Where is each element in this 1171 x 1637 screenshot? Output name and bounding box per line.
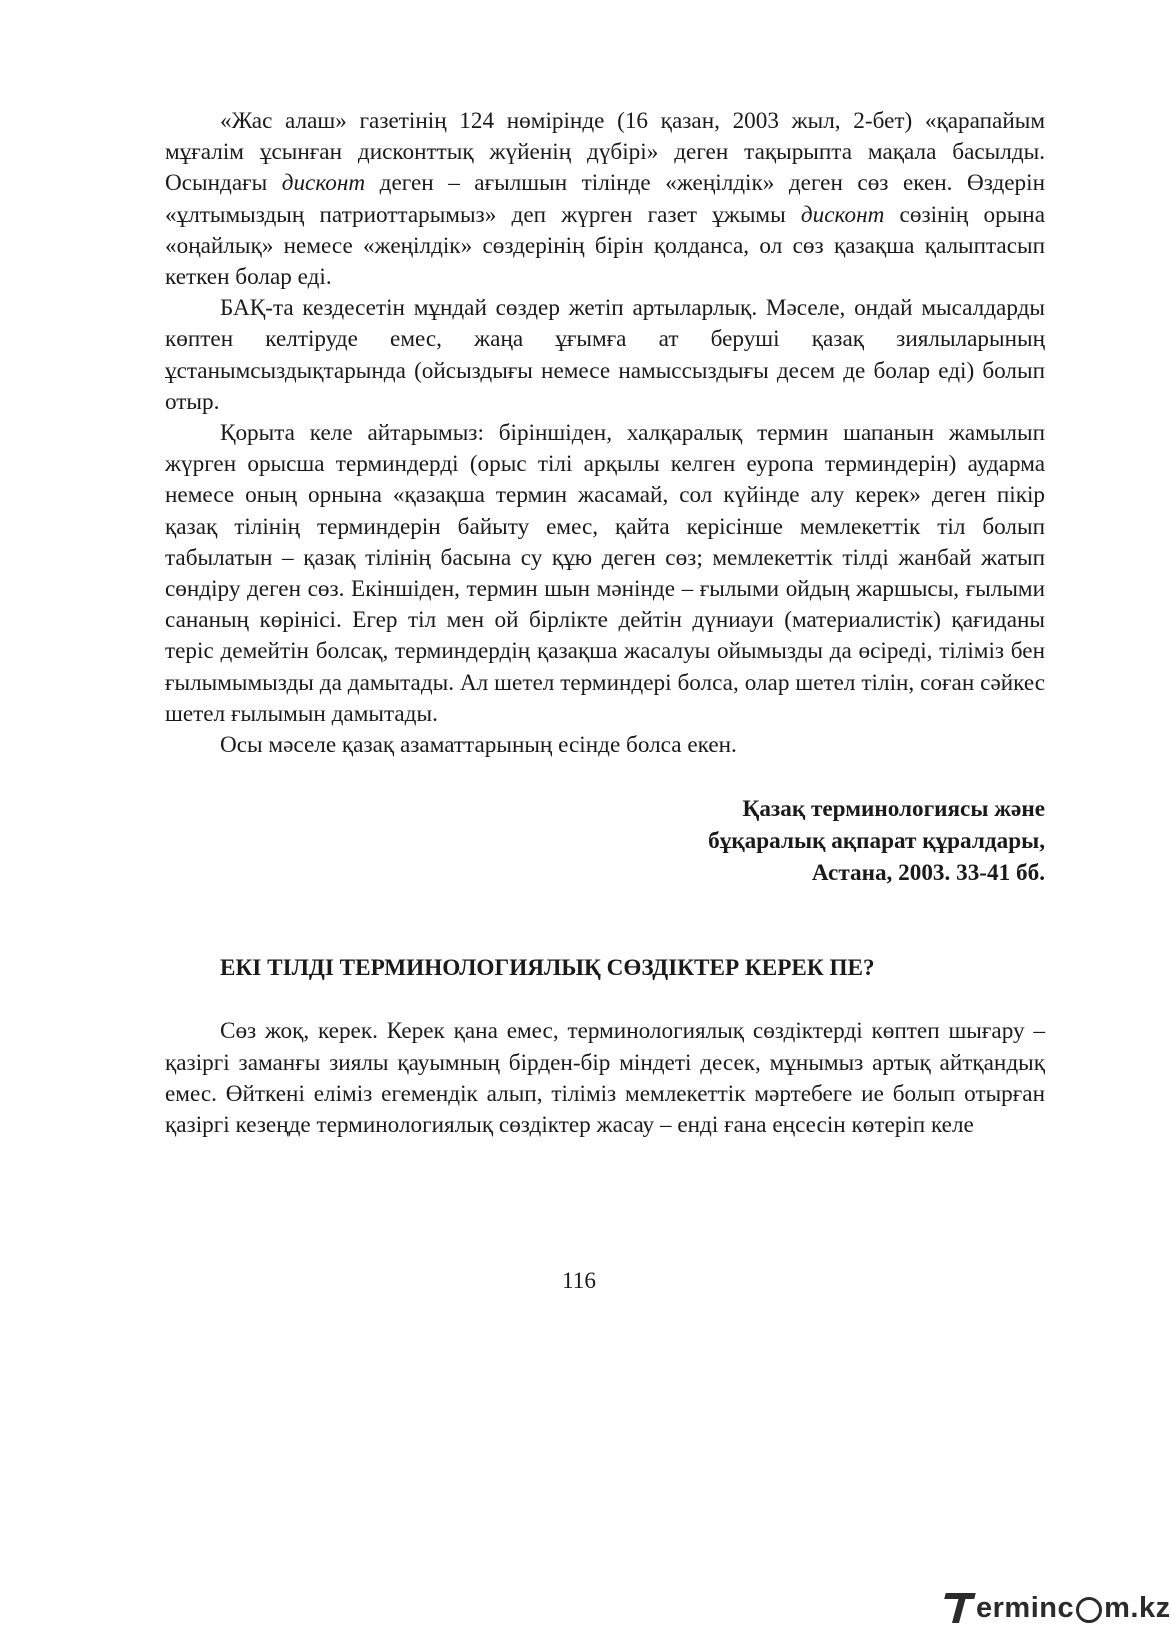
italic-term-2: дисконт xyxy=(800,201,885,228)
paragraph-4: Осы мәселе қазақ азаматтарының есінде болса екен. xyxy=(220,732,737,759)
paragraph-1-part-3: сөзінің орына «оңайлық» немесе «жеңілдік» сөздерінің бірін қолданса, ол сөз қазақша қалыптасып кеткен болар еді. xyxy=(165,201,1045,291)
paragraph-3: Қорыта келе айтарымыз: біріншіден, халқаралық термин шапанын жамылып жүрген орысша терминдерді (орыс тілі арқылы келген еуропа терминдерін) аударма немесе оның орнына «қазақша термин жасамай, сол күйінде алу керек» деген пікір қазақ тілінің терминдерін байыту емес, қайта керісінше мемлекеттік тіл болып табылатын – қазақ тілінің басына су құю деген сөз; мемлекеттік тілді жанбай жатып сөндіру деген сөз. Екіншіден, термин шын мәнінде – ғылыми ойдың жаршысы, ғылыми сананың көрінісі. Егер тіл мен ой бірлікте дейтін дүниауи (материалистік) қағиданы теріс демейтін болсақ, терминдердің қазақша жасалуы ойымызды да өсіреді, тіліміз бен ғылымымызды да дамытады. Ал шетел терминдері болса, олар шетел тілін, соған сәйкес шетел ғылымын дамытады. xyxy=(165,420,1045,727)
italic-term-1: дисконт xyxy=(281,170,366,197)
site-logo xyxy=(945,1588,1171,1628)
logo-magnifier-icon xyxy=(1076,1597,1102,1623)
paragraph-1 xyxy=(165,106,1045,293)
logo-text-part-1: ermin xyxy=(976,1591,1058,1624)
logo-text-part-3: m.kz xyxy=(1104,1591,1171,1624)
paragraph-2: БАҚ-та кездесетін мұндай сөздер жетіп артыларлық. Мәселе, ондай мысалдарды көптен келтіруде емес, жаңа ұғымға ат беруші қазақ зиялыларының ұстанымсыздықтарында (ойсыздығы немесе намыссыздығы десем де болар еді) болып отыр. xyxy=(165,295,1045,415)
paragraph-1-part-1: «Жас алаш» газетінің 124 нөмірінде (16 қазан, 2003 жыл, 2-бет) «қарапайым мұғалім ұсынған дисконттық жүйенің дүбірі» деген тақырыпта мақала басылды. Осындағы xyxy=(165,108,1045,197)
paragraph-5: Сөз жоқ, керек. Керек қана емес, терминологиялық сөздіктерді көптеп шығару – қазіргі заманғы зиялы қауымның бірден-бір міндеті десек, мұнымыз артық айтқандық емес. Өйткені еліміз егемендік алып, тіліміз мемлекеттік мәртебеге ие болып отырған қазіргі кезеңде терминологиялық сөздіктер жасау – енді ғана еңсесін көтеріп келе xyxy=(165,1018,1045,1139)
citation-line-2: бұқаралық ақпарат құралдары, xyxy=(708,828,1045,855)
paragraph-1-part-2: деген – ағылшын тілінде «жеңілдік» деген сөз екен. Өздерін «ұлтымыздың патриоттарымыз» деп жүрген газет ұжымы xyxy=(165,170,1045,228)
page-content xyxy=(165,106,1045,1141)
page-number: 116 xyxy=(562,1268,596,1294)
citation-block xyxy=(165,793,1045,889)
citation-line-1: Қазақ терминологиясы және xyxy=(742,796,1045,823)
logo-text-part-2: c xyxy=(1057,1591,1075,1624)
section-heading: ЕКІ ТІЛДІ ТЕРМИНОЛОГИЯЛЫҚ СӨЗДІКТЕР КЕРЕК ПЕ? xyxy=(220,955,875,982)
logo-t-icon xyxy=(945,1591,975,1625)
citation-line-3: Астана, 2003. 33-41 бб. xyxy=(811,860,1045,887)
